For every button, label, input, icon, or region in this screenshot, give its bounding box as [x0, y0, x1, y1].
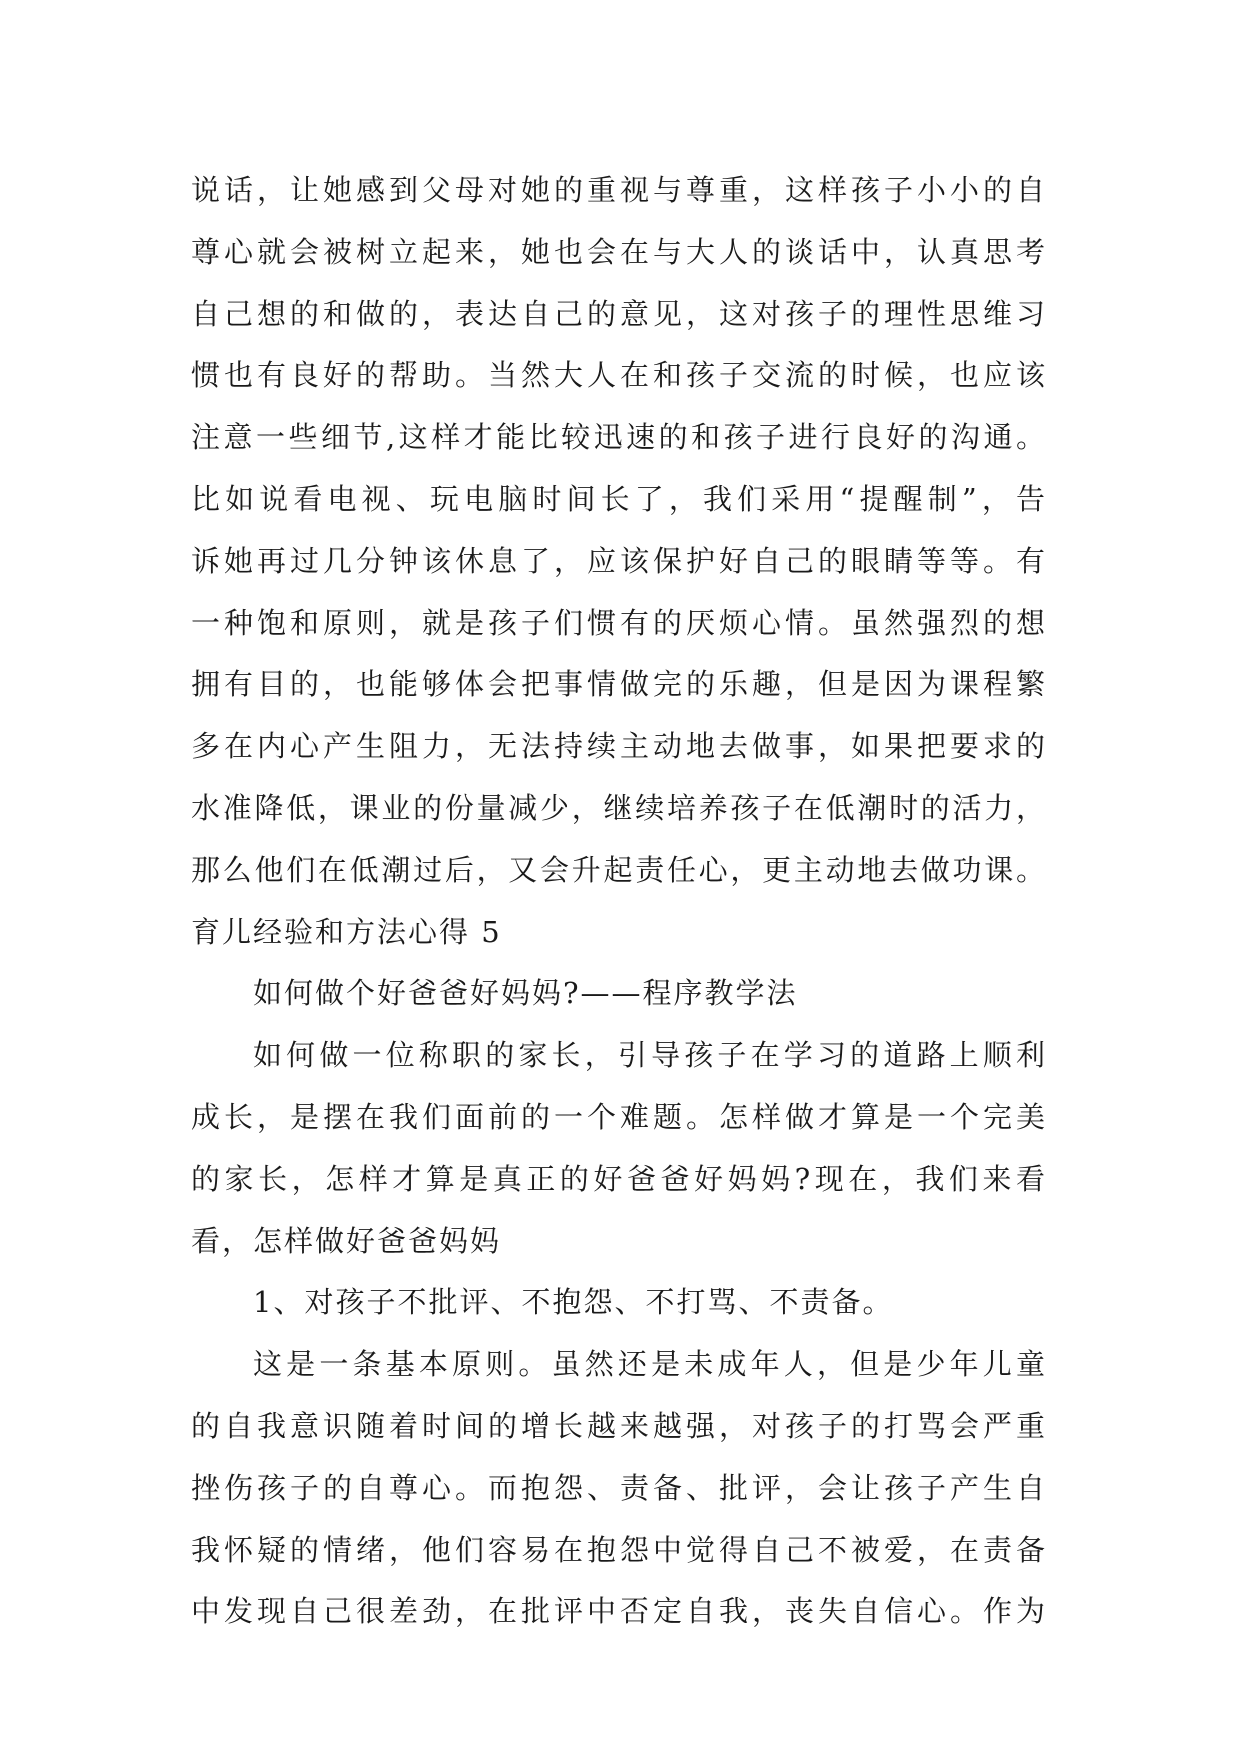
section-heading: 育儿经验和方法心得 5	[191, 914, 502, 949]
body-line: 这是一条基本原则。虽然还是未成年人，但是少年儿童	[253, 1347, 1047, 1382]
body-line: 挫伤孩子的自尊心。而抱怨、责备、批评，会让孩子产生自	[191, 1470, 1047, 1505]
body-line: 那么他们在低潮过后，又会升起责任心，更主动地去做功课。	[191, 852, 1047, 887]
body-line: 的家长，怎样才算是真正的好爸爸好妈妈?现在，我们来看	[191, 1161, 1047, 1196]
body-line: 我怀疑的情绪，他们容易在抱怨中觉得自己不被爱，在责备	[191, 1532, 1047, 1567]
body-line: 中发现自己很差劲，在批评中否定自我，丧失自信心。作为	[191, 1594, 1047, 1629]
body-line: 尊心就会被树立起来，她也会在与大人的谈话中，认真思考	[191, 234, 1047, 269]
body-line: 拥有目的，也能够体会把事情做完的乐趣，但是因为课程繁	[191, 667, 1047, 702]
body-line: 成长，是摆在我们面前的一个难题。怎样做才算是一个完美	[191, 1099, 1047, 1134]
body-line: 惯也有良好的帮助。当然大人在和孩子交流的时候，也应该	[191, 358, 1047, 393]
body-line: 说话，让她感到父母对她的重视与尊重，这样孩子小小的自	[191, 173, 1047, 207]
numbered-point: 1、对孩子不批评、不抱怨、不打骂、不责备。	[253, 1285, 894, 1320]
article-subtitle: 如何做个好爸爸好妈妈?——程序教学法	[253, 976, 798, 1011]
body-line: 比如说看电视、玩电脑时间长了，我们采用“提醒制”，告	[191, 481, 1047, 516]
body-line: 注意一些细节,这样才能比较迅速的和孩子进行良好的沟通。	[191, 420, 1047, 455]
body-line: 水准降低，课业的份量减少，继续培养孩子在低潮时的活力，	[191, 790, 1047, 825]
document-body	[191, 160, 1047, 1643]
body-line: 的自我意识随着时间的增长越来越强，对孩子的打骂会严重	[191, 1408, 1047, 1443]
body-line: 如何做一位称职的家长，引导孩子在学习的道路上顺利	[253, 1038, 1047, 1073]
body-line: 自己想的和做的，表达自己的意见，这对孩子的理性思维习	[191, 296, 1047, 331]
body-line: 看，怎样做好爸爸妈妈	[191, 1223, 502, 1258]
body-line: 多在内心产生阻力，无法持续主动地去做事，如果把要求的	[191, 729, 1047, 764]
body-line: 诉她再过几分钟该休息了，应该保护好自己的眼睛等等。有	[191, 543, 1047, 578]
body-line: 一种饱和原则，就是孩子们惯有的厌烦心情。虽然强烈的想	[191, 605, 1047, 640]
